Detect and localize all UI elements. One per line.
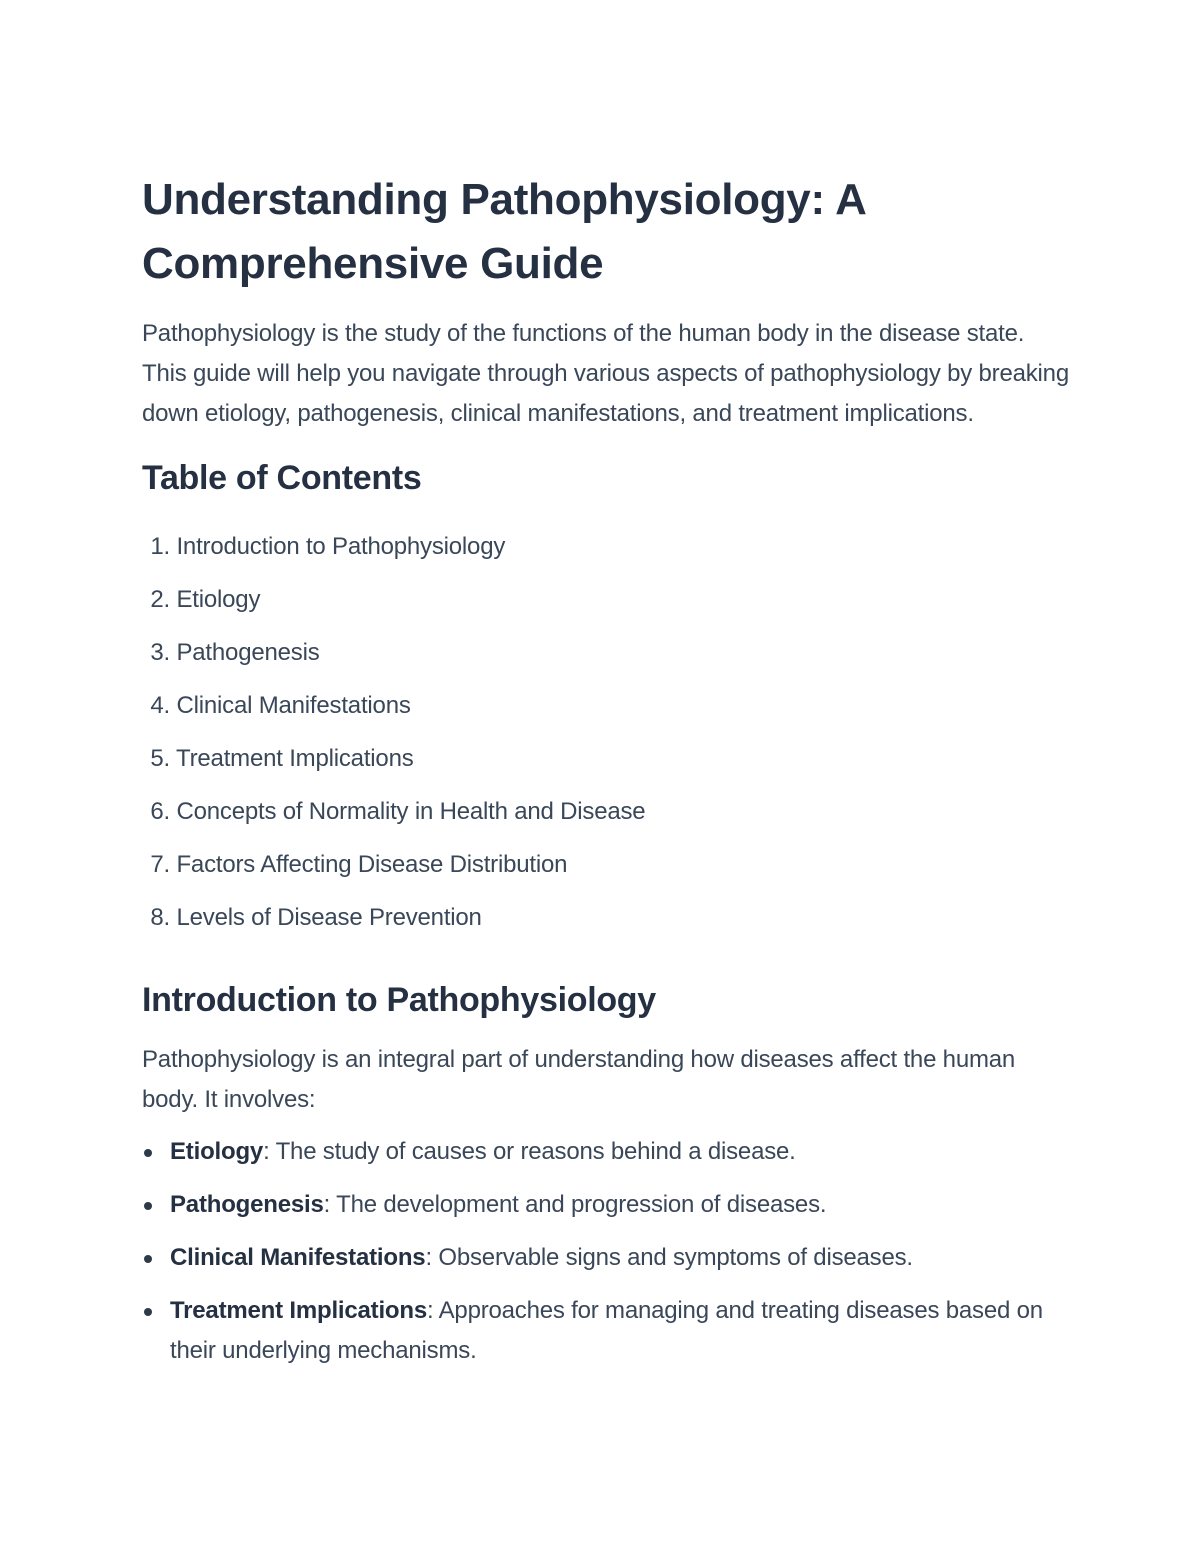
toc-item[interactable] [142, 679, 1072, 732]
toc-item-number: 8. [150, 904, 170, 931]
section-heading-introduction: Introduction to Pathophysiology [142, 981, 656, 1019]
toc-item[interactable] [142, 785, 1072, 838]
toc-item-number: 7. [150, 851, 170, 878]
bullet-term: Clinical Manifestations [170, 1244, 426, 1271]
bullet-dot-icon [144, 1202, 152, 1210]
toc-item[interactable] [142, 732, 1072, 785]
list-item [142, 1185, 1072, 1225]
toc-item-number: 3. [150, 639, 170, 666]
toc-item-number: 4. [150, 692, 170, 719]
bullet-dot-icon [144, 1308, 152, 1316]
section-paragraph: Pathophysiology is an integral part of understanding how diseases affect the human body. It involves: [142, 1046, 1016, 1113]
toc-item-number: 2. [150, 586, 170, 613]
page-title: Understanding Pathophysiology: A Comprehensive Guide [142, 175, 865, 288]
list-item [142, 1291, 1072, 1371]
toc-item-number: 1. [150, 533, 170, 560]
toc-item-label: Etiology [176, 586, 261, 613]
toc-item[interactable] [142, 520, 1072, 573]
bullet-list [142, 1132, 1072, 1371]
toc-item[interactable] [142, 626, 1072, 679]
bullet-description: : Observable signs and symptoms of diseases. [425, 1244, 913, 1271]
toc-item[interactable] [142, 838, 1072, 891]
toc-item-number: 5. [150, 745, 170, 772]
toc-item[interactable] [142, 891, 1072, 944]
bullet-dot-icon [144, 1149, 152, 1157]
bullet-term: Treatment Implications [170, 1297, 427, 1324]
bullet-description: : Approaches for managing and treating diseases based on their underlying mechanisms. [170, 1297, 1043, 1364]
toc-item-number: 6. [150, 798, 170, 825]
list-item [142, 1132, 1072, 1172]
toc-item-label: Pathogenesis [176, 639, 320, 666]
toc-heading: Table of Contents [142, 459, 422, 497]
toc-item-label: Levels of Disease Prevention [176, 904, 482, 931]
toc-item-label: Concepts of Normality in Health and Disease [176, 798, 646, 825]
toc-item[interactable] [142, 573, 1072, 626]
bullet-description: : The study of causes or reasons behind a disease. [263, 1138, 796, 1165]
toc-item-label: Clinical Manifestations [176, 692, 411, 719]
bullet-term: Etiology [170, 1138, 264, 1165]
table-of-contents [142, 520, 1072, 944]
toc-item-label: Introduction to Pathophysiology [176, 533, 506, 560]
bullet-dot-icon [144, 1255, 152, 1263]
bullet-term: Pathogenesis [170, 1191, 324, 1218]
document-page [142, 168, 1072, 1384]
toc-item-label: Factors Affecting Disease Distribution [176, 851, 568, 878]
toc-item-label: Treatment Implications [176, 745, 414, 772]
bullet-description: : The development and progression of diseases. [323, 1191, 827, 1218]
intro-paragraph: Pathophysiology is the study of the functions of the human body in the disease state. This guide will help you navigate through various aspects of pathophysiology by breaking down etiology, pathogenesis, clinical manifestations, and treatment implications. [142, 320, 1069, 427]
list-item [142, 1238, 1072, 1278]
